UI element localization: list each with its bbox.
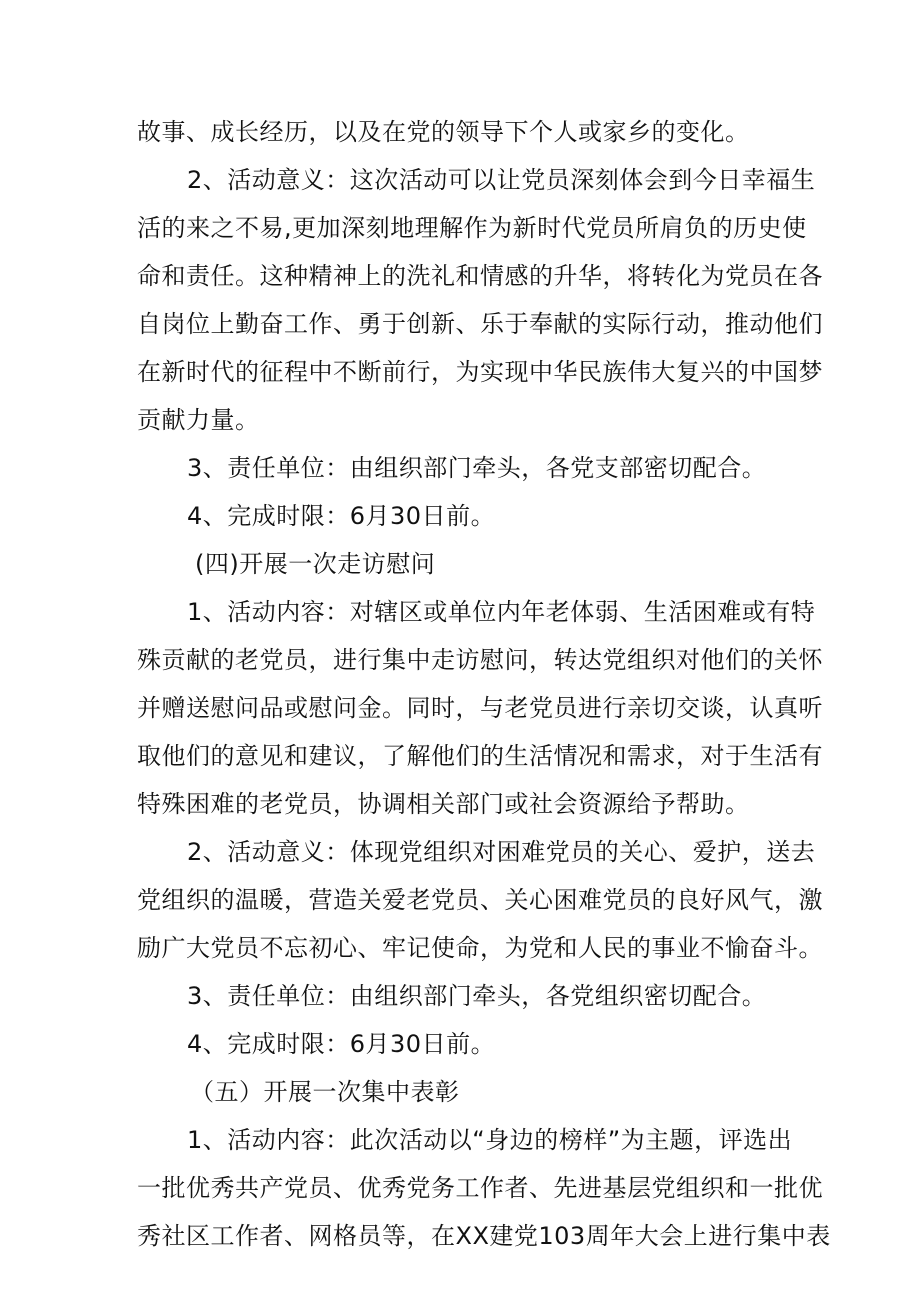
paragraph-line: 一批优秀共产党员、优秀党务工作者、先进基层党组织和一批优: [137, 1174, 823, 1202]
paragraph-line: 殊贡献的老党员，进行集中走访慰问，转达党组织对他们的关怀: [137, 646, 823, 674]
paragraph-line: 3、责任单位：由组织部门牵头，各党支部密切配合。: [187, 454, 767, 482]
paragraph-line: 取他们的意见和建议，了解他们的生活情况和需求，对于生活有: [137, 742, 823, 770]
paragraph-line: 党组织的温暖，营造关爱老党员、关心困难党员的良好风气，激: [137, 886, 823, 914]
paragraph-line: 秀社区工作者、网格员等，在XX建党103周年大会上进行集中表: [137, 1222, 831, 1250]
paragraph-line: 2、活动意义：体现党组织对困难党员的关心、爱护，送去: [187, 838, 816, 866]
paragraph-line: 贡献力量。: [137, 406, 260, 434]
paragraph-line: 活的来之不易,更加深刻地理解作为新时代党员所肩负的历史使: [137, 214, 807, 242]
paragraph-line: 2、活动意义：这次活动可以让党员深刻体会到今日幸福生: [187, 166, 816, 194]
paragraph-line: 1、活动内容：此次活动以“身边的榜样”为主题，评选出: [187, 1126, 793, 1154]
paragraph-line: 自岗位上勤奋工作、勇于创新、乐于奉献的实际行动，推动他们: [137, 310, 823, 338]
paragraph-line: 并赠送慰问品或慰问金。同时，与老党员进行亲切交谈，认真听: [137, 694, 823, 722]
paragraph-line: 励广大党员不忘初心、牢记使命，为党和人民的事业不愉奋斗。: [137, 934, 823, 962]
section-heading: (四)开展一次走访慰问: [195, 550, 436, 578]
paragraph-line: 故事、成长经历，以及在党的领导下个人或家乡的变化。: [137, 118, 750, 146]
paragraph-line: 4、完成时限：6月30日前。: [187, 1030, 496, 1058]
paragraph-line: 在新时代的征程中不断前行，为实现中华民族伟大复兴的中国梦: [137, 358, 823, 386]
paragraph-line: 4、完成时限：6月30日前。: [187, 502, 496, 530]
paragraph-line: 命和责任。这种精神上的洗礼和情感的升华，将转化为党员在各: [137, 262, 823, 290]
paragraph-line: 特殊困难的老党员，协调相关部门或社会资源给予帮助。: [137, 790, 750, 818]
paragraph-line: 1、活动内容：对辖区或单位内年老体弱、生活困难或有特: [187, 598, 816, 626]
paragraph-line: 3、责任单位：由组织部门牵头，各党组织密切配合。: [187, 982, 767, 1010]
section-heading: （五）开展一次集中表彰: [190, 1078, 460, 1106]
